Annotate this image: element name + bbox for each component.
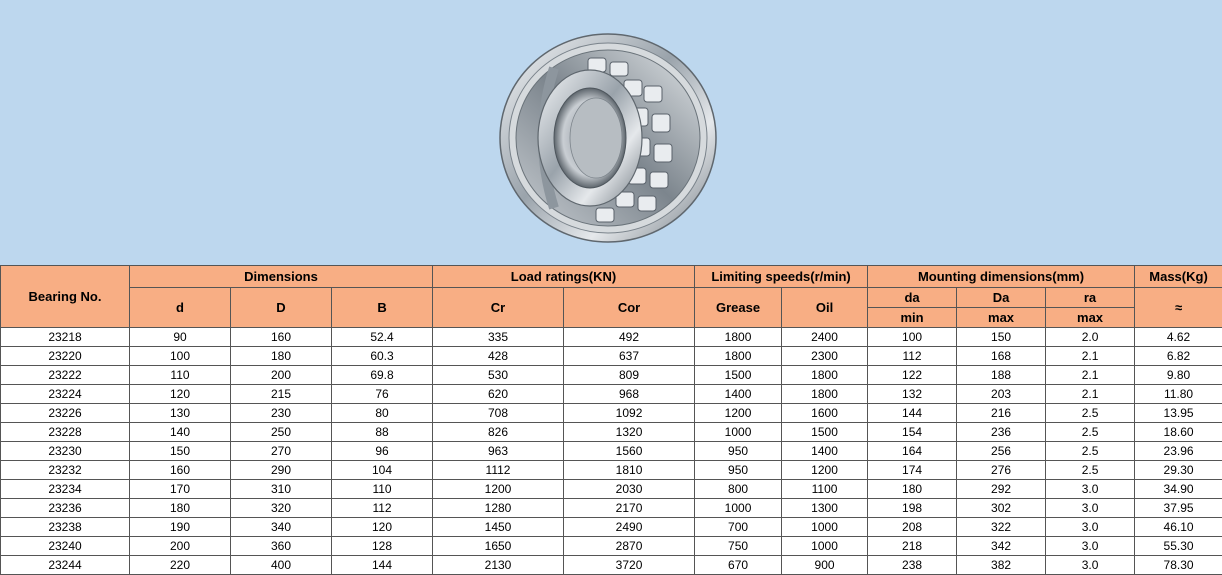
table-cell: 55.30 bbox=[1135, 537, 1222, 556]
header-load-ratings: Load ratings(KN) bbox=[433, 266, 695, 288]
table-cell: 670 bbox=[695, 556, 782, 575]
table-cell: 335 bbox=[433, 328, 564, 347]
table-cell: 46.10 bbox=[1135, 518, 1222, 537]
table-cell: 3.0 bbox=[1046, 499, 1135, 518]
table-cell: 2.5 bbox=[1046, 423, 1135, 442]
table-cell: 2.0 bbox=[1046, 328, 1135, 347]
table-cell: 1800 bbox=[695, 347, 782, 366]
table-cell: 90 bbox=[130, 328, 231, 347]
header-limiting-speeds: Limiting speeds(r/min) bbox=[695, 266, 868, 288]
table-cell: 2130 bbox=[433, 556, 564, 575]
table-cell: 60.3 bbox=[332, 347, 433, 366]
header-oil: Oil bbox=[782, 288, 868, 328]
table-cell: 170 bbox=[130, 480, 231, 499]
table-cell: 23218 bbox=[1, 328, 130, 347]
table-cell: 238 bbox=[868, 556, 957, 575]
header-grease: Grease bbox=[695, 288, 782, 328]
table-cell: 1300 bbox=[782, 499, 868, 518]
table-cell: 2870 bbox=[564, 537, 695, 556]
table-cell: 968 bbox=[564, 385, 695, 404]
table-cell: 112 bbox=[332, 499, 433, 518]
table-cell: 2.5 bbox=[1046, 461, 1135, 480]
table-cell: 23236 bbox=[1, 499, 130, 518]
table-cell: 200 bbox=[231, 366, 332, 385]
table-cell: 1000 bbox=[782, 537, 868, 556]
table-cell: 620 bbox=[433, 385, 564, 404]
table-cell: 34.90 bbox=[1135, 480, 1222, 499]
table-row bbox=[1, 366, 1222, 385]
table-cell: 112 bbox=[868, 347, 957, 366]
table-cell: 340 bbox=[231, 518, 332, 537]
table-cell: 180 bbox=[868, 480, 957, 499]
table-cell: 23238 bbox=[1, 518, 130, 537]
table-row bbox=[1, 442, 1222, 461]
table-cell: 1092 bbox=[564, 404, 695, 423]
table-cell: 302 bbox=[957, 499, 1046, 518]
header-Cr: Cr bbox=[433, 288, 564, 328]
table-cell: 1450 bbox=[433, 518, 564, 537]
table-cell: 23224 bbox=[1, 385, 130, 404]
table-cell: 2.1 bbox=[1046, 366, 1135, 385]
table-cell: 130 bbox=[130, 404, 231, 423]
table-cell: 3.0 bbox=[1046, 480, 1135, 499]
bearing-spec-table bbox=[0, 265, 1222, 575]
table-cell: 1650 bbox=[433, 537, 564, 556]
table-cell: 950 bbox=[695, 442, 782, 461]
table-cell: 13.95 bbox=[1135, 404, 1222, 423]
table-cell: 100 bbox=[868, 328, 957, 347]
table-cell: 23228 bbox=[1, 423, 130, 442]
table-row bbox=[1, 423, 1222, 442]
table-cell: 23240 bbox=[1, 537, 130, 556]
table-cell: 2300 bbox=[782, 347, 868, 366]
table-cell: 78.30 bbox=[1135, 556, 1222, 575]
table-row bbox=[1, 404, 1222, 423]
table-cell: 428 bbox=[433, 347, 564, 366]
table-cell: 3.0 bbox=[1046, 556, 1135, 575]
table-cell: 218 bbox=[868, 537, 957, 556]
table-cell: 2.5 bbox=[1046, 442, 1135, 461]
table-cell: 2.1 bbox=[1046, 385, 1135, 404]
table-cell: 132 bbox=[868, 385, 957, 404]
table-cell: 168 bbox=[957, 347, 1046, 366]
table-cell: 4.62 bbox=[1135, 328, 1222, 347]
table-cell: 3720 bbox=[564, 556, 695, 575]
bearing-image bbox=[492, 28, 730, 248]
header-Cor: Cor bbox=[564, 288, 695, 328]
table-cell: 1810 bbox=[564, 461, 695, 480]
table-cell: 1320 bbox=[564, 423, 695, 442]
table-cell: 144 bbox=[332, 556, 433, 575]
table-cell: 23222 bbox=[1, 366, 130, 385]
table-cell: 23220 bbox=[1, 347, 130, 366]
table-cell: 1400 bbox=[695, 385, 782, 404]
table-cell: 1600 bbox=[782, 404, 868, 423]
table-cell: 276 bbox=[957, 461, 1046, 480]
header-mass: Mass(Kg) bbox=[1135, 266, 1222, 288]
table-cell: 342 bbox=[957, 537, 1046, 556]
table-cell: 220 bbox=[130, 556, 231, 575]
table-cell: 400 bbox=[231, 556, 332, 575]
table-cell: 208 bbox=[868, 518, 957, 537]
table-cell: 950 bbox=[695, 461, 782, 480]
table-cell: 1000 bbox=[782, 518, 868, 537]
table-cell: 110 bbox=[332, 480, 433, 499]
table-cell: 900 bbox=[782, 556, 868, 575]
table-row bbox=[1, 347, 1222, 366]
table-cell: 23230 bbox=[1, 442, 130, 461]
table-cell: 1200 bbox=[782, 461, 868, 480]
table-row bbox=[1, 556, 1222, 575]
table-cell: 23234 bbox=[1, 480, 130, 499]
table-cell: 637 bbox=[564, 347, 695, 366]
table-row bbox=[1, 461, 1222, 480]
table-cell: 236 bbox=[957, 423, 1046, 442]
table-cell: 2400 bbox=[782, 328, 868, 347]
table-cell: 215 bbox=[231, 385, 332, 404]
table-cell: 1200 bbox=[433, 480, 564, 499]
table-cell: 198 bbox=[868, 499, 957, 518]
table-row bbox=[1, 328, 1222, 347]
table-cell: 320 bbox=[231, 499, 332, 518]
table-cell: 530 bbox=[433, 366, 564, 385]
table-cell: 1200 bbox=[695, 404, 782, 423]
table-cell: 1500 bbox=[782, 423, 868, 442]
table-cell: 23226 bbox=[1, 404, 130, 423]
table-cell: 69.8 bbox=[332, 366, 433, 385]
table-cell: 122 bbox=[868, 366, 957, 385]
table-cell: 23232 bbox=[1, 461, 130, 480]
table-cell: 1800 bbox=[782, 385, 868, 404]
table-cell: 310 bbox=[231, 480, 332, 499]
header-ra: ra bbox=[1046, 288, 1135, 308]
table-cell: 1112 bbox=[433, 461, 564, 480]
table-cell: 18.60 bbox=[1135, 423, 1222, 442]
table-cell: 292 bbox=[957, 480, 1046, 499]
table-cell: 180 bbox=[130, 499, 231, 518]
table-cell: 144 bbox=[868, 404, 957, 423]
table-cell: 1400 bbox=[782, 442, 868, 461]
header-B: B bbox=[332, 288, 433, 328]
table-cell: 200 bbox=[130, 537, 231, 556]
table-cell: 128 bbox=[332, 537, 433, 556]
table-cell: 216 bbox=[957, 404, 1046, 423]
table-row bbox=[1, 385, 1222, 404]
table-cell: 963 bbox=[433, 442, 564, 461]
table-cell: 290 bbox=[231, 461, 332, 480]
table-cell: 2490 bbox=[564, 518, 695, 537]
table-cell: 492 bbox=[564, 328, 695, 347]
header-d: d bbox=[130, 288, 231, 328]
table-cell: 120 bbox=[130, 385, 231, 404]
table-cell: 160 bbox=[231, 328, 332, 347]
table-body bbox=[1, 328, 1222, 575]
table-cell: 6.82 bbox=[1135, 347, 1222, 366]
table-row bbox=[1, 499, 1222, 518]
table-cell: 110 bbox=[130, 366, 231, 385]
table-cell: 174 bbox=[868, 461, 957, 480]
table-cell: 2170 bbox=[564, 499, 695, 518]
table-cell: 1280 bbox=[433, 499, 564, 518]
header-dimensions: Dimensions bbox=[130, 266, 433, 288]
header-da-min: min bbox=[868, 308, 957, 328]
table-cell: 1100 bbox=[782, 480, 868, 499]
table-cell: 3.0 bbox=[1046, 518, 1135, 537]
table-cell: 88 bbox=[332, 423, 433, 442]
table-cell: 37.95 bbox=[1135, 499, 1222, 518]
table-cell: 160 bbox=[130, 461, 231, 480]
table-cell: 250 bbox=[231, 423, 332, 442]
header-Da: Da bbox=[957, 288, 1046, 308]
header-Da-max: max bbox=[957, 308, 1046, 328]
table-cell: 809 bbox=[564, 366, 695, 385]
header-mounting-dimensions: Mounting dimensions(mm) bbox=[868, 266, 1135, 288]
table-cell: 2.5 bbox=[1046, 404, 1135, 423]
table-cell: 154 bbox=[868, 423, 957, 442]
header-ra-max: max bbox=[1046, 308, 1135, 328]
table-cell: 11.80 bbox=[1135, 385, 1222, 404]
table-cell: 708 bbox=[433, 404, 564, 423]
header-D: D bbox=[231, 288, 332, 328]
product-image-banner bbox=[0, 0, 1222, 265]
table-cell: 150 bbox=[130, 442, 231, 461]
table-row bbox=[1, 480, 1222, 499]
table-cell: 120 bbox=[332, 518, 433, 537]
table-cell: 52.4 bbox=[332, 328, 433, 347]
table-cell: 826 bbox=[433, 423, 564, 442]
table-cell: 23244 bbox=[1, 556, 130, 575]
table-cell: 382 bbox=[957, 556, 1046, 575]
table-cell: 188 bbox=[957, 366, 1046, 385]
header-mass-approx: ≈ bbox=[1135, 288, 1222, 328]
table-cell: 256 bbox=[957, 442, 1046, 461]
table-cell: 203 bbox=[957, 385, 1046, 404]
table-cell: 1500 bbox=[695, 366, 782, 385]
table-cell: 2.1 bbox=[1046, 347, 1135, 366]
table-cell: 96 bbox=[332, 442, 433, 461]
table-cell: 76 bbox=[332, 385, 433, 404]
table-row bbox=[1, 518, 1222, 537]
table-cell: 29.30 bbox=[1135, 461, 1222, 480]
table-cell: 360 bbox=[231, 537, 332, 556]
table-cell: 700 bbox=[695, 518, 782, 537]
table-cell: 322 bbox=[957, 518, 1046, 537]
table-cell: 150 bbox=[957, 328, 1046, 347]
table-cell: 750 bbox=[695, 537, 782, 556]
table-cell: 164 bbox=[868, 442, 957, 461]
table-cell: 9.80 bbox=[1135, 366, 1222, 385]
header-da: da bbox=[868, 288, 957, 308]
table-cell: 1800 bbox=[695, 328, 782, 347]
table-cell: 2030 bbox=[564, 480, 695, 499]
header-bearing-no: Bearing No. bbox=[1, 266, 130, 328]
table-cell: 1800 bbox=[782, 366, 868, 385]
table-cell: 1000 bbox=[695, 499, 782, 518]
table-cell: 270 bbox=[231, 442, 332, 461]
table-cell: 180 bbox=[231, 347, 332, 366]
table-cell: 800 bbox=[695, 480, 782, 499]
table-row bbox=[1, 537, 1222, 556]
table-cell: 100 bbox=[130, 347, 231, 366]
table-cell: 104 bbox=[332, 461, 433, 480]
table-cell: 140 bbox=[130, 423, 231, 442]
table-cell: 190 bbox=[130, 518, 231, 537]
table-cell: 1000 bbox=[695, 423, 782, 442]
table-cell: 1560 bbox=[564, 442, 695, 461]
table-cell: 23.96 bbox=[1135, 442, 1222, 461]
table-cell: 80 bbox=[332, 404, 433, 423]
table-cell: 3.0 bbox=[1046, 537, 1135, 556]
table-cell: 230 bbox=[231, 404, 332, 423]
